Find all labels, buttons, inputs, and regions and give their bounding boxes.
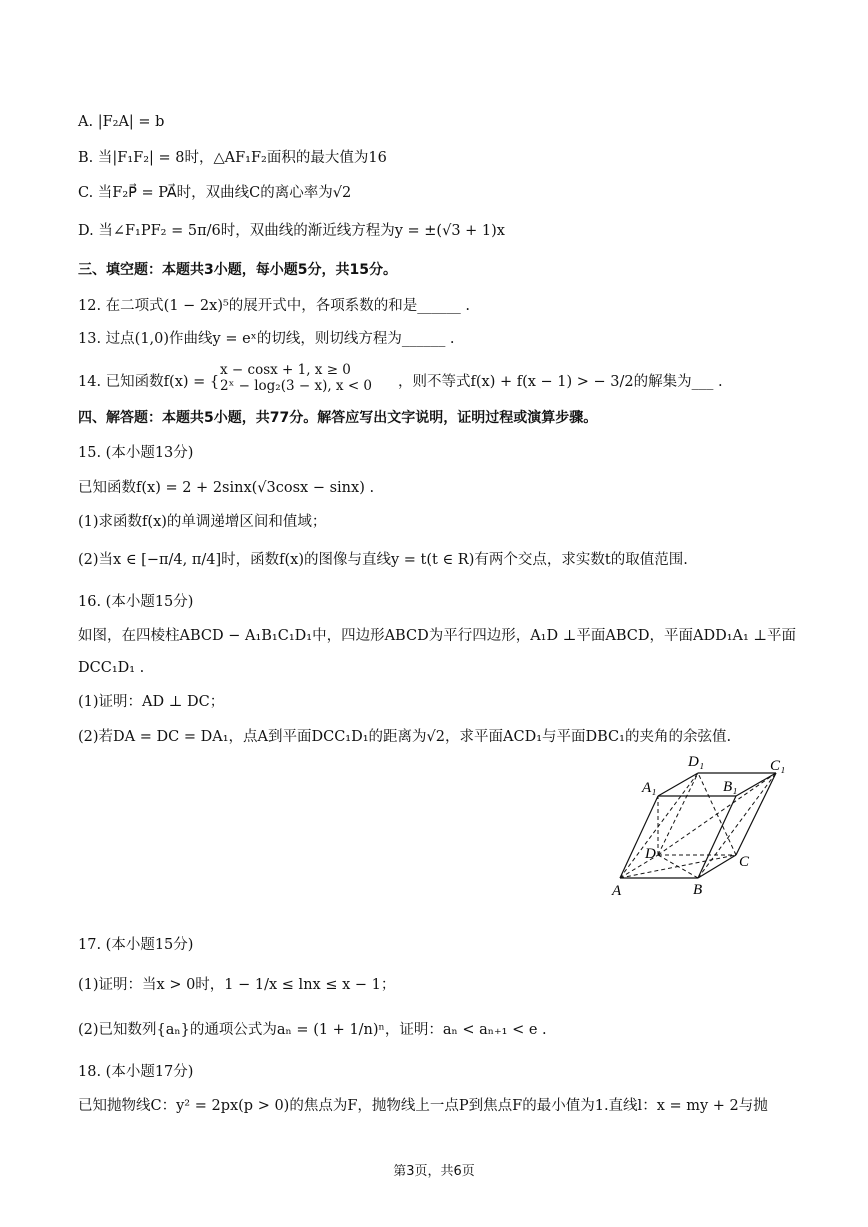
- q16-heading: 16. (本小题15分): [78, 594, 194, 610]
- q15-heading: 15. (本小题13分): [78, 445, 194, 461]
- option-d: D. 当∠F₁PF₂ = 5π/6时，双曲线的渐近线方程为y = ±(√3 + 1)x: [78, 223, 505, 239]
- q16-stem-line-2: DCC₁D₁ .: [78, 660, 145, 676]
- section-heading-fill-in: 三、填空题：本题共3小题，每小题5分，共15分。: [78, 262, 397, 278]
- prism-figure: [608, 748, 808, 908]
- question-13: 13. 过点(1,0)作曲线y = eˣ的切线，则切线方程为______ .: [78, 331, 455, 347]
- label-D: D: [645, 846, 656, 862]
- q17-heading: 17. (本小题15分): [78, 937, 194, 953]
- q16-stem-line-1: 如图，在四棱柱ABCD − A₁B₁C₁D₁中，四边形ABCD为平行四边形，A₁D ⊥平面ABCD，平面ADD₁A₁ ⊥平面: [78, 628, 797, 644]
- label-D1: D₁: [688, 754, 705, 770]
- label-B: B: [693, 882, 703, 898]
- question-12: 12. 在二项式(1 − 2x)⁵的展开式中，各项系数的和是______ .: [78, 298, 471, 314]
- page-footer: 第3页，共6页: [393, 1164, 475, 1179]
- q17-part-2: (2)已知数列{aₙ}的通项公式为aₙ = (1 + 1/n)ⁿ，证明：aₙ < aₙ₊₁ < e .: [78, 1022, 547, 1038]
- option-b: B. 当|F₁F₂| = 8时，△AF₁F₂面积的最大值为16: [78, 150, 387, 166]
- label-C: C: [739, 854, 750, 870]
- q15-stem: 已知函数f(x) = 2 + 2sinx(√3cosx − sinx) .: [78, 480, 375, 496]
- section-heading-answers: 四、解答题：本题共5小题，共77分。解答应写出文字说明，证明过程或演算步骤。: [78, 410, 598, 426]
- label-A1: A₁: [642, 780, 657, 796]
- label-B1: B₁: [723, 779, 738, 795]
- q15-part-2: (2)当x ∈ [−π/4, π/4]时，函数f(x)的图像与直线y = t(t ∈ R)有两个交点，求实数t的取值范围.: [78, 552, 688, 568]
- label-C1: C₁: [770, 758, 786, 774]
- q15-part-1: (1)求函数f(x)的单调递增区间和值域；: [78, 514, 327, 530]
- q14-prefix: 14. 已知函数f(x) = {: [78, 374, 220, 390]
- q14-suffix: ，则不等式f(x) + f(x − 1) > − 3/2的解集为___ .: [398, 374, 723, 390]
- q18-stem: 已知抛物线C：y² = 2px(p > 0)的焦点为F，抛物线上一点P到焦点F的最小值为1.直线l：x = my + 2与抛: [78, 1098, 768, 1114]
- option-c: C. 当F₂P⃗ = PA⃗时，双曲线C的离心率为√2: [78, 185, 352, 201]
- q14-case-2: 2ˣ − log₂(3 − x), x < 0: [220, 378, 373, 394]
- label-A: A: [612, 883, 622, 899]
- q17-part-1: (1)证明：当x > 0时，1 − 1/x ≤ lnx ≤ x − 1；: [78, 977, 396, 993]
- q16-part-1: (1)证明：AD ⊥ DC；: [78, 694, 225, 710]
- question-14: [78, 362, 790, 402]
- q18-heading: 18. (本小题17分): [78, 1064, 194, 1080]
- q14-case-1: x − cosx + 1, x ≥ 0: [220, 362, 351, 378]
- option-a: A. |F₂A| = b: [78, 114, 165, 130]
- q16-part-2: (2)若DA = DC = DA₁，点A到平面DCC₁D₁的距离为√2，求平面ACD₁与平面DBC₁的夹角的余弦值.: [78, 729, 732, 745]
